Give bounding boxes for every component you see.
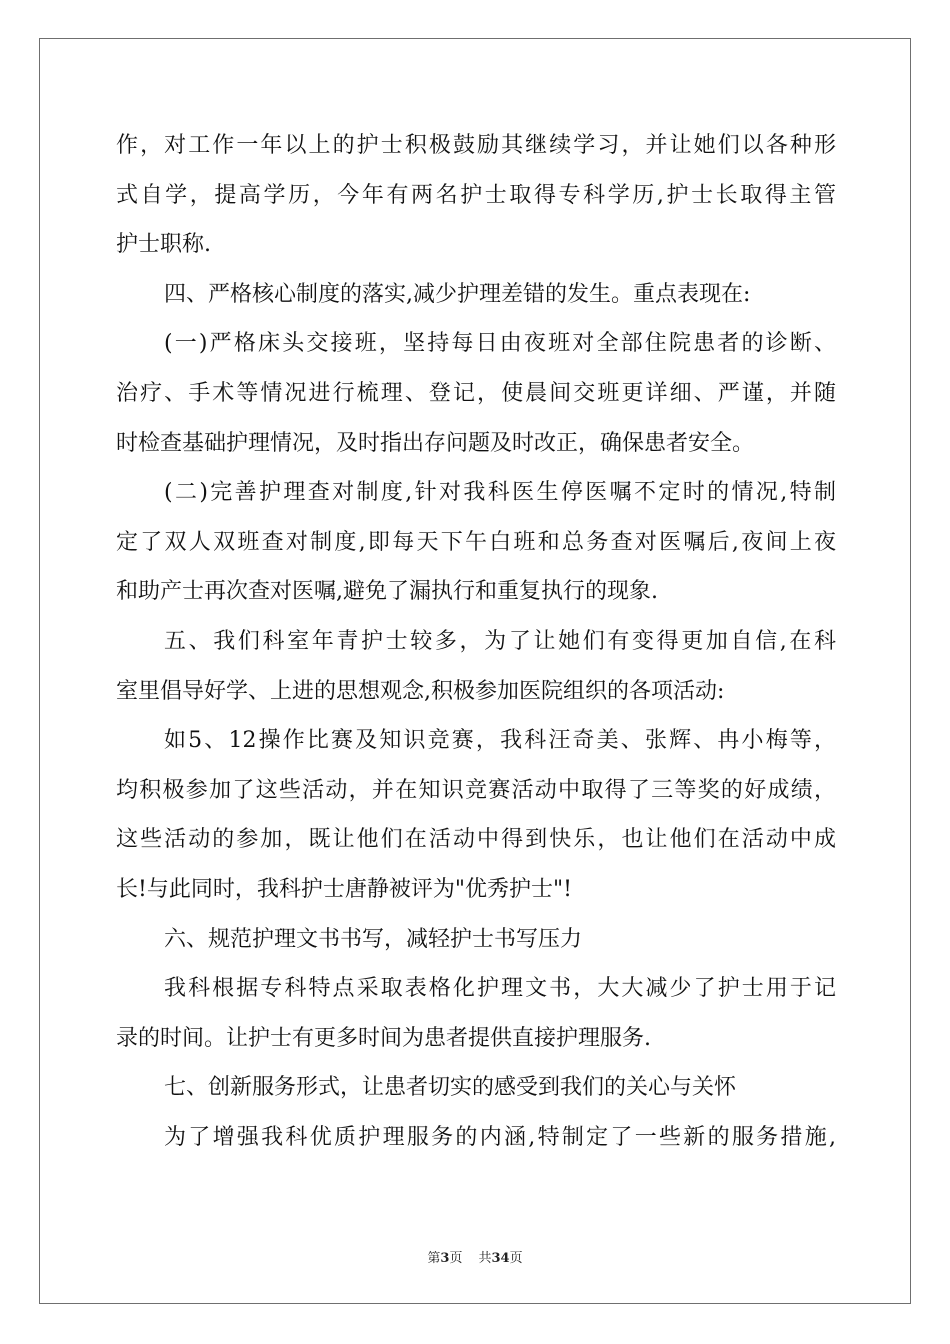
section-heading: 七、创新服务形式，让患者切实的感受到我们的关心与关怀 bbox=[164, 1075, 737, 1101]
text-line: 和助产士再次查对医嘱,避免了漏执行和重复执行的现象. bbox=[116, 579, 658, 605]
text-line: 治疗、手术等情况进行梳理、登记，使晨间交班更详细、严谨，并随 bbox=[116, 380, 836, 406]
text-line: 定了双人双班查对制度,即每天下午白班和总务查对医嘱后,夜间上夜 bbox=[116, 529, 836, 555]
page-number: 3 bbox=[440, 1251, 450, 1266]
text-line: 均积极参加了这些活动，并在知识竞赛活动中取得了三等奖的好成绩， bbox=[116, 777, 836, 803]
text-line: 时检查基础护理情况，及时指出存问题及时改正，确保患者安全。 bbox=[116, 430, 755, 456]
text-line: 我科根据专科特点采取表格化护理文书，大大减少了护士用于记 bbox=[164, 976, 836, 1002]
section-heading: 六、规范护理文书书写，减轻护士书写压力 bbox=[164, 926, 583, 952]
page-footer bbox=[0, 1247, 950, 1266]
text-line: 护士职称. bbox=[116, 232, 211, 258]
text-line: 式自学，提高学历，今年有两名护士取得专科学历,护士长取得主管 bbox=[116, 182, 836, 208]
text-line: 为了增强我科优质护理服务的内涵,特制定了一些新的服务措施, bbox=[164, 1124, 836, 1150]
text-line: 作，对工作一年以上的护士积极鼓励其继续学习，并让她们以各种形 bbox=[116, 133, 836, 158]
section-heading: 四、严格核心制度的落实,减少护理差错的发生。重点表现在: bbox=[164, 281, 751, 307]
text-line: (一)严格床头交接班，坚持每日由夜班对全部住院患者的诊断、 bbox=[164, 331, 836, 357]
total-prefix: 共 bbox=[478, 1251, 492, 1266]
document-body bbox=[116, 121, 836, 1162]
text-line: 如5、12操作比赛及知识竞赛，我科汪奇美、张辉、冉小梅等， bbox=[164, 728, 836, 754]
text-line: 这些活动的参加，既让他们在活动中得到快乐，也让他们在活动中成 bbox=[116, 827, 836, 853]
text-line: (二)完善护理查对制度,针对我科医生停医嘱不定时的情况,特制 bbox=[164, 480, 836, 506]
total-suffix: 页 bbox=[509, 1251, 523, 1266]
text-line: 长!与此同时，我科护士唐静被评为"优秀护士"! bbox=[116, 876, 572, 902]
total-pages: 34 bbox=[491, 1251, 510, 1266]
page-prefix: 第 bbox=[427, 1251, 441, 1266]
text-line: 录的时间。让护士有更多时间为患者提供直接护理服务. bbox=[116, 1025, 651, 1051]
text-line: 五、我们科室年青护士较多，为了让她们有变得更加自信,在科 bbox=[164, 628, 836, 654]
page-suffix: 页 bbox=[449, 1251, 463, 1266]
text-line: 室里倡导好学、上进的思想观念,积极参加医院组织的各项活动: bbox=[116, 678, 725, 704]
